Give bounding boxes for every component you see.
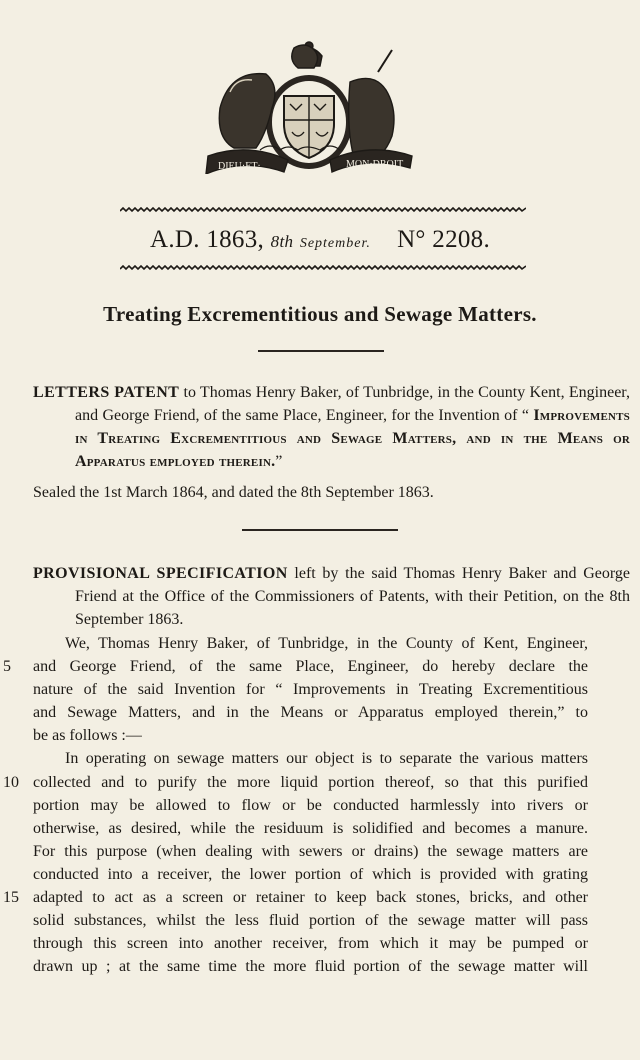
line-text: nature of the said Invention for “ Improvements in Treating Excrementitious: [33, 681, 588, 699]
line-text: portion may be allowed to flow or be conducted harmlessly into rivers or: [33, 796, 588, 814]
body-line: [33, 678, 588, 701]
line-text: conducted into a receiver, the lower portion of which is provided with grating: [33, 865, 588, 883]
body-line: [33, 955, 588, 978]
provisional-text: left by the said Thomas Henry Baker and George Friend at the Office of the Commissioners of Patents, with their Petition, on the 8th September 1863.: [75, 565, 631, 628]
line-text: through this screen into another receiver, from which it may be pumped or: [33, 935, 588, 953]
line-text: solid substances, whilst the less fluid portion of the sewage matter will pass: [33, 912, 588, 930]
line-number: 10: [3, 773, 19, 791]
line-text: and Sewage Matters, and in the Means or Apparatus employed therein,” to: [33, 704, 588, 722]
line-text: collected and to purify the more liquid portion thereof, so that this purified: [33, 773, 588, 791]
letters-patent-text: to Thomas Henry Baker, of Tunbridge, in the County Kent, Engineer, and George Friend, of the same Place, Engineer, for the Invention of “: [75, 384, 630, 424]
body-line: [33, 747, 588, 770]
body-line: [33, 909, 588, 932]
line-text: We, Thomas Henry Baker, of Tunbridge, in the County of Kent, Engineer,: [65, 635, 588, 652]
line-text: adapted to act as a screen or retainer to keep back stones, bricks, and other: [33, 889, 588, 907]
ornamental-rule-bottom: [120, 265, 526, 273]
month: September.: [299, 236, 371, 251]
body-line: [33, 701, 588, 724]
body-line: [33, 840, 588, 863]
ornamental-rule-top: [120, 207, 526, 215]
document-title: Treating Excrementitious and Sewage Matters.: [103, 302, 537, 326]
ad-year: A.D. 1863,: [149, 226, 265, 253]
invention-title: Improvements in Treating Excrementitious and Sewage Matters, and in the Means or Apparatus employed therein.: [75, 407, 630, 470]
body-line: [33, 724, 588, 747]
body-line: [33, 932, 588, 955]
patent-number: N° 2208.: [397, 226, 491, 253]
provisional-paragraph: [33, 562, 630, 631]
royal-coat-of-arms: [200, 38, 418, 174]
letters-patent-lead: LETTERS PATENT: [33, 384, 180, 401]
body-line: [3, 771, 588, 794]
line-text: otherwise, as desired, while the residuum is solidified and becomes a manure.: [33, 819, 588, 837]
body-line: [33, 794, 588, 817]
body-line: [3, 655, 588, 678]
specification-body: [3, 632, 588, 978]
line-text: and George Friend, of the same Place, Engineer, do hereby declare the: [33, 658, 588, 676]
body-line: [3, 886, 588, 909]
body-line: [33, 632, 588, 655]
patent-header: [0, 226, 640, 254]
svg-text:MON·DROIT: MON·DROIT: [346, 159, 404, 170]
line-number: 15: [3, 889, 19, 907]
line-text: drawn up ; at the same time the more fluid portion of the sewage matter will: [33, 958, 588, 976]
line-text: For this purpose (when dealing with sewers or drains) the sewage matters are: [33, 842, 588, 860]
divider-2: [242, 529, 398, 531]
line-text: In operating on sewage matters our object is to separate the various matters: [65, 750, 588, 768]
day: 8th: [270, 232, 294, 251]
line-text: be as follows :—: [33, 727, 142, 745]
line-number: 5: [3, 658, 11, 676]
sealed-line: Sealed the 1st March 1864, and dated the 8th September 1863.: [33, 484, 434, 501]
svg-text:DIEU·ET·: DIEU·ET·: [218, 161, 261, 172]
provisional-lead: PROVISIONAL SPECIFICATION: [33, 565, 288, 582]
letters-patent-paragraph: LETTERS PATENT to Thomas Henry Baker, of Tunbridge, in the County Kent, Engineer, and George Friend, of the same Place, Engineer, for the Invention of “ Improvements in Treating Excrementitious and Sewage Matters, and in the Means or Apparatus employed therein.”: [33, 384, 630, 470]
body-line: [33, 817, 588, 840]
divider-1: [258, 350, 384, 352]
body-line: [33, 863, 588, 886]
